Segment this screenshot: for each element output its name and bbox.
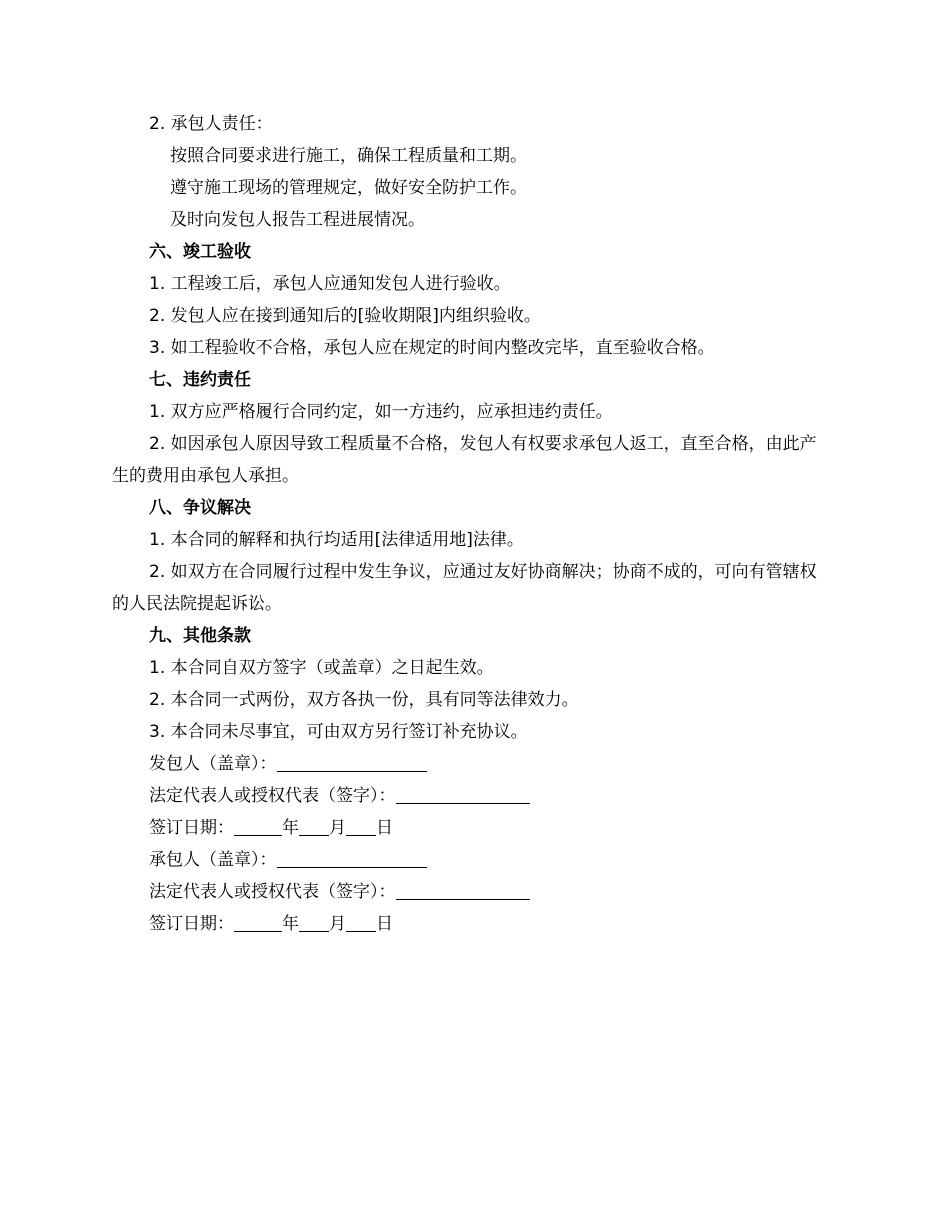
employer-seal-line [112, 748, 827, 780]
employer-month-unit: 月 [329, 818, 346, 838]
employer-rep-line [112, 780, 827, 812]
contractor-rep-line [112, 876, 827, 908]
contractor-duty-item-2: 遵守施工现场的管理规定，做好安全防护工作。 [170, 178, 527, 198]
contractor-seal-line [112, 844, 827, 876]
contractor-duty-title: 2. 承包人责任： [149, 114, 273, 134]
section-heading-9: 九、其他条款 [149, 626, 251, 646]
section7-item-1: 1. 双方应严格履行合同约定，如一方违约，应承担违约责任。 [149, 402, 613, 422]
contractor-year-unit: 年 [282, 914, 299, 934]
employer-date-line [112, 812, 827, 844]
section8-item-2: 2. 如双方在合同履行过程中发生争议，应通过友好协商解决；协商不成的，可向有管辖权的人民法院提起诉讼。 [112, 562, 817, 614]
contractor-duty-item-1: 按照合同要求进行施工，确保工程质量和工期。 [170, 146, 527, 166]
contractor-seal-blank [277, 849, 427, 868]
employer-year-blank [234, 817, 282, 836]
section-heading-6: 六、竣工验收 [149, 242, 251, 262]
section-completion-acceptance [112, 236, 827, 364]
section-dispute-resolution [112, 492, 827, 620]
employer-rep-label: 法定代表人或授权代表（签字）： [149, 786, 396, 806]
contractor-year-blank [234, 913, 282, 932]
section6-item-2: 2. 发包人应在接到通知后的[验收期限]内组织验收。 [149, 306, 541, 326]
section-other-terms [112, 620, 827, 748]
section6-item-3: 3. 如工程验收不合格，承包人应在规定的时间内整改完毕，直至验收合格。 [149, 338, 715, 358]
section8-item-1: 1. 本合同的解释和执行均适用[法律适用地]法律。 [149, 530, 524, 550]
employer-year-unit: 年 [282, 818, 299, 838]
contractor-rep-blank [396, 881, 530, 900]
contractor-duty-item-3: 及时向发包人报告工程进展情况。 [170, 210, 425, 230]
contractor-date-line [112, 908, 827, 940]
contractor-date-label: 签订日期： [149, 914, 234, 934]
employer-seal-blank [277, 753, 427, 772]
employer-date-label: 签订日期： [149, 818, 234, 838]
section9-item-2: 2. 本合同一式两份，双方各执一份，具有同等法律效力。 [149, 690, 579, 710]
employer-day-unit: 日 [376, 818, 393, 838]
contractor-day-unit: 日 [376, 914, 393, 934]
contractor-seal-label: 承包人（盖章）： [149, 850, 277, 870]
contractor-day-blank [346, 913, 376, 932]
employer-day-blank [346, 817, 376, 836]
signature-block [112, 748, 827, 940]
section-heading-8: 八、争议解决 [149, 498, 251, 518]
contractor-duty-block [112, 108, 827, 236]
section6-item-1: 1. 工程竣工后，承包人应通知发包人进行验收。 [149, 274, 511, 294]
employer-rep-blank [396, 785, 530, 804]
section7-item-2: 2. 如因承包人原因导致工程质量不合格，发包人有权要求承包人返工，直至合格，由此产生的费用由承包人承担。 [112, 434, 817, 486]
document-body [112, 108, 827, 940]
employer-month-blank [299, 817, 329, 836]
employer-seal-label: 发包人（盖章）： [149, 754, 277, 774]
section9-item-3: 3. 本合同未尽事宜，可由双方另行签订补充协议。 [149, 722, 528, 742]
contractor-month-blank [299, 913, 329, 932]
section9-item-1: 1. 本合同自双方签字（或盖章）之日起生效。 [149, 658, 494, 678]
section-heading-7: 七、违约责任 [149, 370, 251, 390]
section-breach-liability [112, 364, 827, 492]
contractor-rep-label: 法定代表人或授权代表（签字）： [149, 882, 396, 902]
contractor-month-unit: 月 [329, 914, 346, 934]
